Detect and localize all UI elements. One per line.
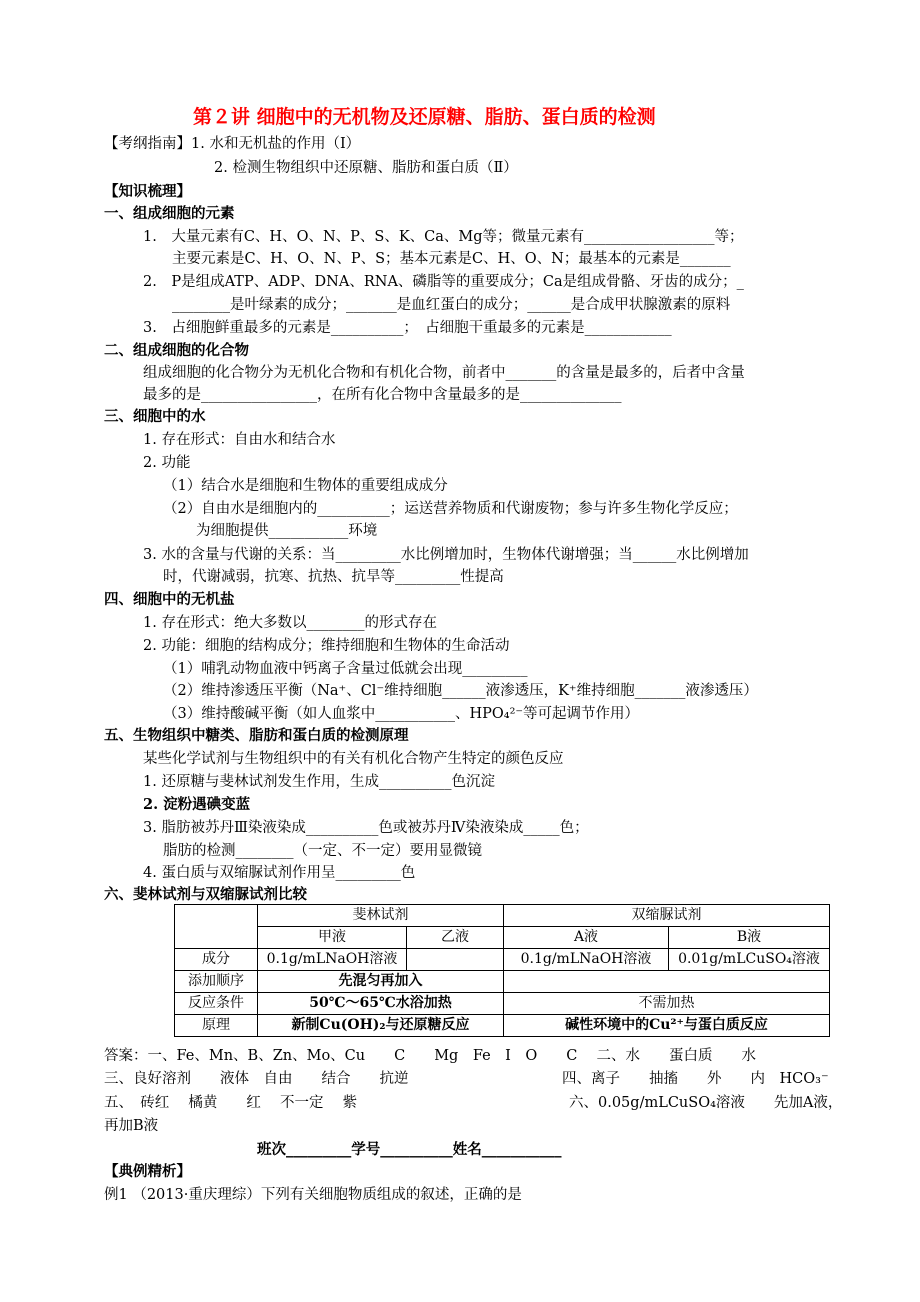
text-line: （1）哺乳动物血液中钙离子含量过低就会出现_________ — [163, 661, 528, 677]
text-line: 时，代谢减弱，抗寒、抗热、抗旱等_________性提高 — [163, 569, 504, 585]
comparison-table — [174, 904, 830, 1037]
section-examples: 【典例精析】 — [104, 1163, 191, 1180]
text-line: 为细胞提供___________环境 — [196, 523, 378, 539]
answer-line: 三、良好溶剂 液体 自由 结合 抗逆 — [104, 1071, 409, 1087]
table-cell: 甲液 — [258, 927, 407, 949]
table-row — [175, 971, 830, 993]
syllabus-line-1: 【考纲指南】1. 水和无机盐的作用（Ⅰ） — [104, 136, 361, 152]
answer-line: 再加B液 — [104, 1118, 159, 1134]
table-cell: 反应条件 — [175, 993, 258, 1015]
answer-line: 答案：一、Fe、Mn、B、Zn、Mo、Cu C Mg Fe I O C 二、水 蛋白质 水 — [104, 1048, 757, 1064]
table-row — [175, 927, 830, 949]
text-line: 1. 大量元素有C、H、O、N、P、S、K、Ca、Mg等；微量元素有__________________等； — [143, 229, 744, 245]
table-cell — [407, 949, 504, 971]
text-line: 2. 功能 — [143, 455, 191, 471]
table-cell: 碱性环境中的Cu²⁺与蛋白质反应 — [504, 1015, 830, 1037]
text-line: 2. 淀粉遇碘变蓝 — [143, 796, 251, 813]
table-cell: 0.1g/mLNaOH溶液 — [504, 949, 669, 971]
table-cell: 新制Cu(OH)₂与还原糖反应 — [258, 1015, 504, 1037]
table-cell: 成分 — [175, 949, 258, 971]
text-line: 主要元素是C、H、O、N、P、S；基本元素是C、H、O、N；最基本的元素是_______ — [172, 251, 731, 267]
table-cell — [175, 905, 258, 949]
table-cell: 添加顺序 — [175, 971, 258, 993]
table-cell: B液 — [669, 927, 830, 949]
text-line: 2. 功能：细胞的结构成分；维持细胞和生物体的生命活动 — [143, 638, 510, 654]
table-cell: 50℃～65℃水浴加热 — [258, 993, 504, 1015]
text-line: 脂肪的检测________（一定、不一定）要用显微镜 — [163, 843, 482, 859]
table-row — [175, 1015, 830, 1037]
text-line: 3. 占细胞鲜重最多的元素是__________； 占细胞干重最多的元素是____________ — [143, 320, 672, 336]
table-row — [175, 993, 830, 1015]
text-line: ________是叶绿素的成分；_______是血红蛋白的成分；______是合成甲状腺激素的原料 — [172, 297, 731, 313]
page-title: 第２讲 细胞中的无机物及还原糖、脂肪、蛋白质的检测 — [193, 106, 656, 128]
text-line: 1. 存在形式：自由水和结合水 — [143, 432, 336, 448]
table-cell: 乙液 — [407, 927, 504, 949]
text-line: （3）维持酸碱平衡（如人血浆中___________、HPO₄²⁻等可起调节作用） — [163, 706, 640, 722]
text-line: （1）结合水是细胞和生物体的重要组成成分 — [163, 478, 448, 494]
heading-6: 六、斐林试剂与双缩脲试剂比较 — [104, 886, 307, 903]
heading-2: 二、组成细胞的化合物 — [104, 342, 249, 359]
heading-4: 四、细胞中的无机盐 — [104, 591, 235, 608]
text-line: 3. 水的含量与代谢的关系：当_________水比例增加时，生物体代谢增强；当______水比例增加 — [143, 547, 749, 563]
syllabus-line-2: 2. 检测生物组织中还原糖、脂肪和蛋白质（Ⅱ） — [214, 160, 518, 176]
class-info-line: 班次_________学号__________姓名___________ — [257, 1141, 562, 1158]
text-line: 4. 蛋白质与双缩脲试剂作用呈_________色 — [143, 865, 416, 881]
heading-3: 三、细胞中的水 — [104, 408, 206, 425]
text-line: （2）维持渗透压平衡（Na⁺、Cl⁻维持细胞______液渗透压，K⁺维持细胞_______液渗透压） — [163, 683, 758, 699]
heading-5: 五、生物组织中糖类、脂肪和蛋白质的检测原理 — [104, 727, 409, 744]
table-cell: 0.1g/mLNaOH溶液 — [258, 949, 407, 971]
text-line: 2. P是组成ATP、ADP、DNA、RNA、磷脂等的重要成分；Ca是组成骨骼、牙齿的成分；_ — [143, 274, 744, 290]
answer-line: 五、 砖红 橘黄 红 不一定 紫 — [104, 1095, 358, 1111]
table-cell: 双缩脲试剂 — [504, 905, 830, 927]
text-line: 最多的是________________，在所有化合物中含量最多的是______________ — [143, 387, 622, 403]
table-cell: 斐林试剂 — [258, 905, 504, 927]
table-row — [175, 949, 830, 971]
heading-1: 一、组成细胞的元素 — [104, 205, 235, 222]
table-cell: 0.01g/mLCuSO₄溶液 — [669, 949, 830, 971]
table-row — [175, 905, 830, 927]
answer-line: 六、0.05g/mLCuSO₄溶液 先加A液， — [569, 1095, 843, 1111]
text-line: 1. 存在形式：绝大多数以________的形式存在 — [143, 615, 437, 631]
table-cell: 原理 — [175, 1015, 258, 1037]
answer-line: 四、离子 抽搐 外 内 HCO₃⁻ — [562, 1071, 829, 1087]
example-1: 例1 （2013·重庆理综）下列有关细胞物质组成的叙述，正确的是 — [104, 1187, 522, 1203]
table-cell: 先混匀再加入 — [258, 971, 504, 993]
table-cell: A液 — [504, 927, 669, 949]
table-cell — [504, 971, 830, 993]
text-line: 组成细胞的化合物分为无机化合物和有机化合物，前者中_______的含量是最多的，后者中含量 — [143, 365, 745, 381]
section-knowledge: 【知识梳理】 — [104, 183, 191, 200]
text-line: 3. 脂肪被苏丹Ⅲ染液染成__________色或被苏丹Ⅳ染液染成_____色； — [143, 820, 589, 836]
table-cell: 不需加热 — [504, 993, 830, 1015]
text-line: 1. 还原糖与斐林试剂发生作用，生成__________色沉淀 — [143, 774, 495, 790]
text-line: 某些化学试剂与生物组织中的有关有机化合物产生特定的颜色反应 — [143, 751, 564, 767]
text-line: （2）自由水是细胞内的__________；运送营养物质和代谢废物；参与许多生物化学反应； — [163, 501, 738, 517]
